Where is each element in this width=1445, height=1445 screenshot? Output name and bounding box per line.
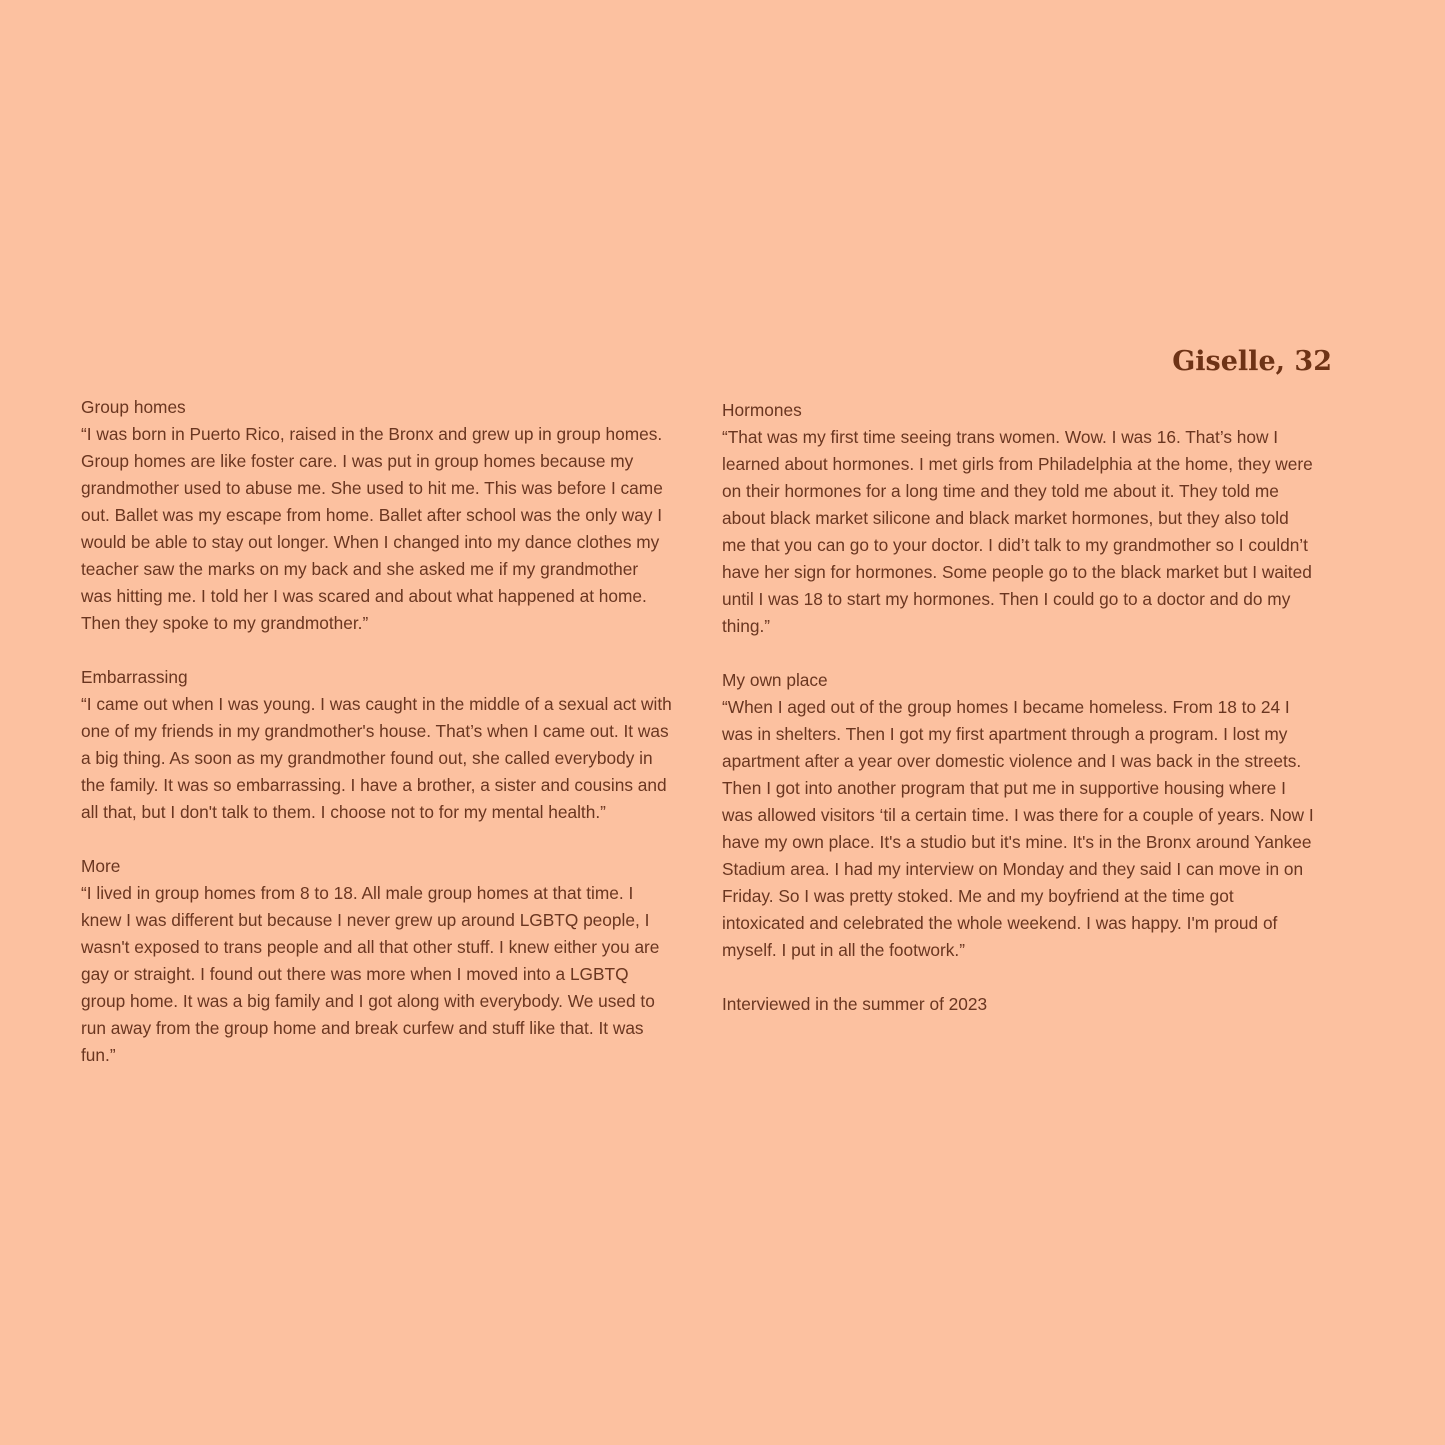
section-quote: “That was my first time seeing trans women. Wow. I was 16. That’s how I learned about hormones. I met girls from Philadelphia at the home, they were on their hormones for a long time and they told me about it. They told me about black market silicone and black market hormones, but they also told me that you can go to your doctor. I did’t talk to my grandmother so I couldn’t have her sign for hormones. Some people go to the black market but I waited until I was 18 to start my hormones. Then I could go to a doctor and do my thing.” <box>722 427 1313 636</box>
section-hormones <box>722 397 1314 640</box>
section-heading: Hormones <box>722 400 802 420</box>
section-quote: “I lived in group homes from 8 to 18. All male group homes at that time. I knew I was different but because I never grew up around LGBTQ people, I wasn't exposed to trans people and all that other stuff. I knew either you are gay or straight. I found out there was more when I moved into a LGBTQ group home. It was a big family and I got along with everybody. We used to run away from the group home and break curfew and stuff like that. It was fun.” <box>81 883 660 1065</box>
section-group-homes <box>81 394 673 637</box>
section-quote: “When I aged out of the group homes I became homeless. From 18 to 24 I was in shelters. Then I got my first apartment through a program. I lost my apartment after a year over domestic violence and I was back in the streets. Then I got into another program that put me in supportive housing where I was allowed visitors ‘til a certain time. I was there for a couple of years. Now I have my own place. It's a studio but it's mine. It's in the Bronx around Yankee Stadium area. I had my interview on Monday and they said I can move in on Friday. So I was pretty stoked. Me and my boyfriend at the time got intoxicated and celebrated the whole weekend. I was happy. I'm proud of myself. I put in all the footwork.” <box>722 697 1314 960</box>
left-column <box>81 394 673 1096</box>
right-column <box>722 397 1314 1018</box>
section-heading: More <box>81 856 121 876</box>
interview-note: Interviewed in the summer of 2023 <box>722 994 988 1014</box>
section-heading: My own place <box>722 670 828 690</box>
section-more <box>81 853 673 1069</box>
section-my-own-place <box>722 667 1314 964</box>
section-quote: “I was born in Puerto Rico, raised in the Bronx and grew up in group homes. Group homes are like foster care. I was put in group homes because my grandmother used to abuse me. She used to hit me. This was before I came out. Ballet was my escape from home. Ballet after school was the only way I would be able to stay out longer. When I changed into my dance clothes my teacher saw the marks on my back and she asked me if my grandmother was hitting me. I told her I was scared and about what happened at home. Then they spoke to my grandmother.” <box>81 424 663 633</box>
section-heading: Embarrassing <box>81 667 188 687</box>
page-title: Giselle, 32 <box>1172 346 1332 377</box>
section-embarrassing <box>81 664 673 826</box>
section-heading: Group homes <box>81 397 186 417</box>
section-quote: “I came out when I was young. I was caught in the middle of a sexual act with one of my friends in my grandmother's house. That’s when I came out. It was a big thing. As soon as my grandmother found out, she called everybody in the family. It was so embarrassing. I have a brother, a sister and cousins and all that, but I don't talk to them. I choose not to for my mental health.” <box>81 694 672 822</box>
